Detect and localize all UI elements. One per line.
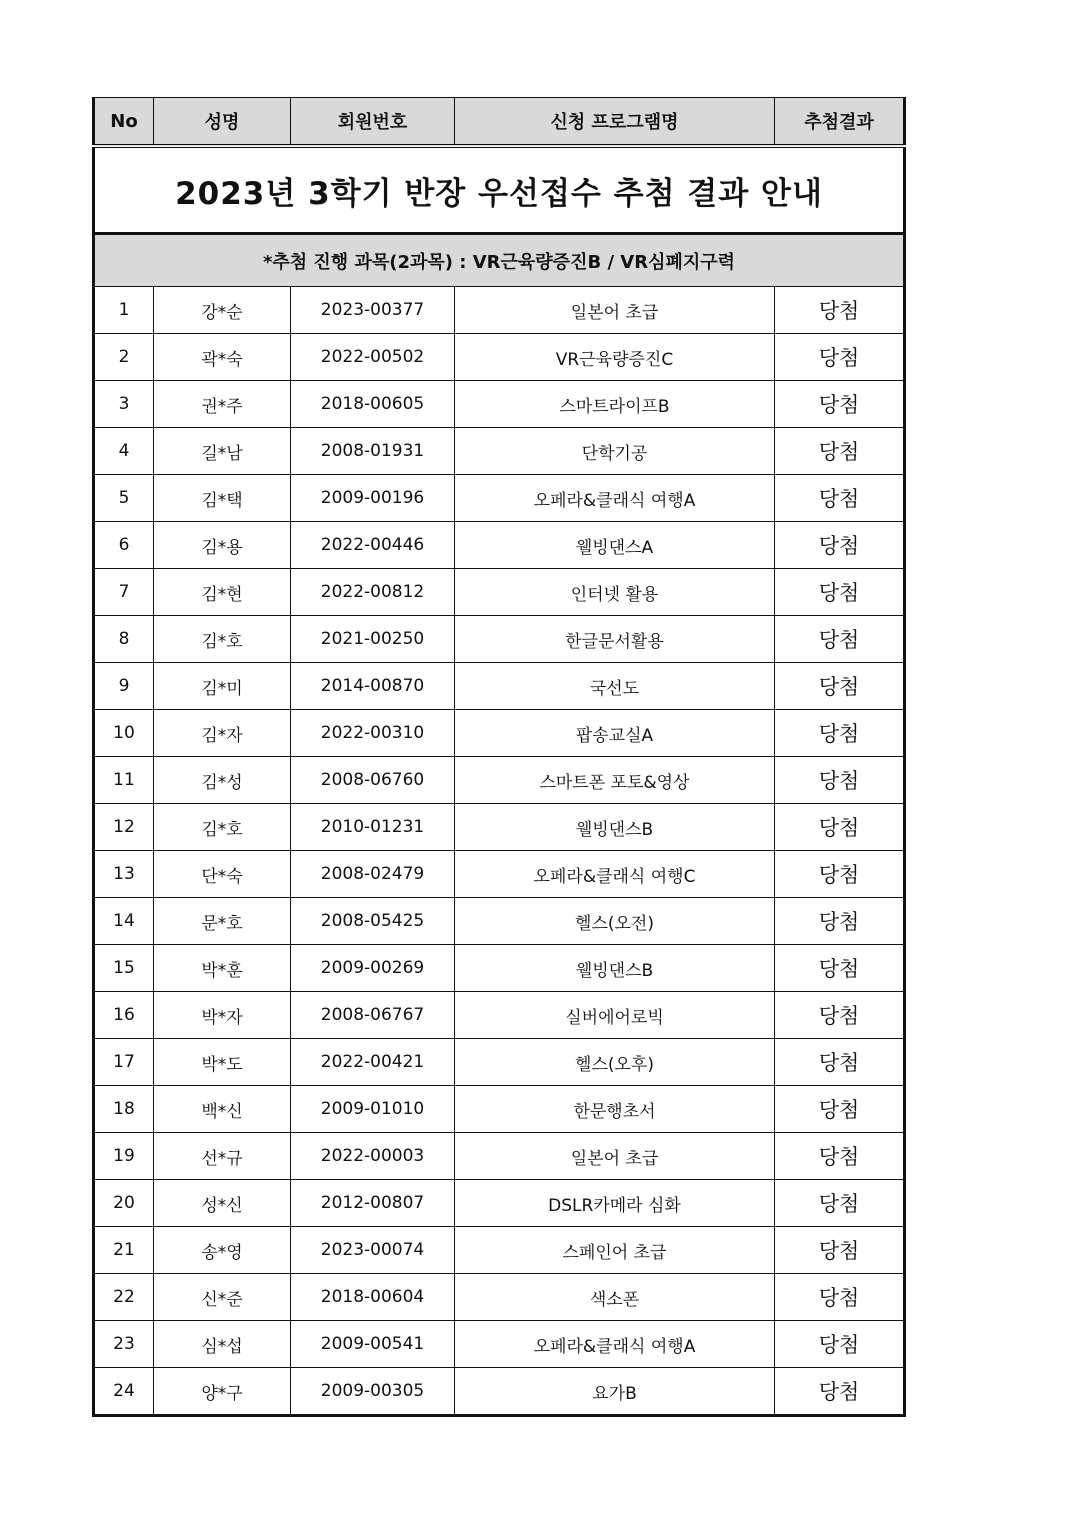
member-id: 2022-00310 <box>291 710 455 757</box>
lottery-result: 당첨 <box>775 381 905 428</box>
lottery-result: 당첨 <box>775 616 905 663</box>
member-id: 2012-00807 <box>291 1180 455 1227</box>
member-name: 선*규 <box>154 1133 291 1180</box>
lottery-result: 당첨 <box>775 522 905 569</box>
member-id: 2022-00812 <box>291 569 455 616</box>
table-row <box>94 710 905 757</box>
member-name: 길*남 <box>154 428 291 475</box>
row-number: 4 <box>94 428 154 475</box>
row-number: 7 <box>94 569 154 616</box>
member-id: 2009-00541 <box>291 1321 455 1368</box>
lottery-result: 당첨 <box>775 710 905 757</box>
results-table <box>92 97 906 1417</box>
member-name: 김*용 <box>154 522 291 569</box>
program-name: 단학기공 <box>455 428 775 475</box>
program-name: VR근육량증진C <box>455 334 775 381</box>
table-row <box>94 334 905 381</box>
program-name: 웰빙댄스B <box>455 804 775 851</box>
lottery-result: 당첨 <box>775 1039 905 1086</box>
member-id: 2022-00421 <box>291 1039 455 1086</box>
program-name: 한글문서활용 <box>455 616 775 663</box>
member-id: 2009-00305 <box>291 1368 455 1416</box>
lottery-result: 당첨 <box>775 804 905 851</box>
column-header-result: 추첨결과 <box>775 98 905 147</box>
member-id: 2018-00605 <box>291 381 455 428</box>
table-row <box>94 757 905 804</box>
row-number: 10 <box>94 710 154 757</box>
lottery-result: 당첨 <box>775 287 905 334</box>
program-name: 팝송교실A <box>455 710 775 757</box>
row-number: 24 <box>94 1368 154 1416</box>
program-name: 스페인어 초급 <box>455 1227 775 1274</box>
row-number: 18 <box>94 1086 154 1133</box>
member-id: 2022-00446 <box>291 522 455 569</box>
row-number: 13 <box>94 851 154 898</box>
member-id: 2018-00604 <box>291 1274 455 1321</box>
column-header-member-id: 회원번호 <box>291 98 455 147</box>
column-header-name: 성명 <box>154 98 291 147</box>
member-name: 심*섭 <box>154 1321 291 1368</box>
table-row <box>94 569 905 616</box>
lottery-subjects-note: *추첨 진행 과목(2과목) : VR근육량증진B / VR심폐지구력 <box>94 234 905 287</box>
member-id: 2009-00196 <box>291 475 455 522</box>
member-name: 송*영 <box>154 1227 291 1274</box>
row-number: 9 <box>94 663 154 710</box>
row-number: 15 <box>94 945 154 992</box>
member-id: 2021-00250 <box>291 616 455 663</box>
member-id: 2008-06767 <box>291 992 455 1039</box>
member-name: 양*구 <box>154 1368 291 1416</box>
table-row <box>94 1368 905 1416</box>
table-row <box>94 1274 905 1321</box>
lottery-result: 당첨 <box>775 1086 905 1133</box>
member-id: 2008-06760 <box>291 757 455 804</box>
row-number: 1 <box>94 287 154 334</box>
member-name: 김*미 <box>154 663 291 710</box>
lottery-result: 당첨 <box>775 1133 905 1180</box>
table-row <box>94 381 905 428</box>
member-id: 2008-05425 <box>291 898 455 945</box>
member-id: 2010-01231 <box>291 804 455 851</box>
member-name: 권*주 <box>154 381 291 428</box>
member-id: 2008-02479 <box>291 851 455 898</box>
column-header-program: 신청 프로그램명 <box>455 98 775 147</box>
lottery-result: 당첨 <box>775 475 905 522</box>
member-id: 2014-00870 <box>291 663 455 710</box>
table-row <box>94 475 905 522</box>
member-name: 백*신 <box>154 1086 291 1133</box>
member-name: 강*순 <box>154 287 291 334</box>
member-name: 김*성 <box>154 757 291 804</box>
table-row <box>94 663 905 710</box>
page-title: 2023년 3학기 반장 우선접수 추첨 결과 안내 <box>94 146 905 234</box>
program-name: 헬스(오전) <box>455 898 775 945</box>
row-number: 20 <box>94 1180 154 1227</box>
table-row <box>94 992 905 1039</box>
member-name: 박*자 <box>154 992 291 1039</box>
program-name: 오페라&클래식 여행C <box>455 851 775 898</box>
program-name: 헬스(오후) <box>455 1039 775 1086</box>
row-number: 5 <box>94 475 154 522</box>
row-number: 3 <box>94 381 154 428</box>
member-name: 곽*숙 <box>154 334 291 381</box>
lottery-result: 당첨 <box>775 898 905 945</box>
row-number: 23 <box>94 1321 154 1368</box>
member-name: 김*현 <box>154 569 291 616</box>
row-number: 2 <box>94 334 154 381</box>
row-number: 8 <box>94 616 154 663</box>
program-name: 한문행초서 <box>455 1086 775 1133</box>
lottery-result: 당첨 <box>775 1321 905 1368</box>
row-number: 19 <box>94 1133 154 1180</box>
table-row <box>94 1227 905 1274</box>
row-number: 22 <box>94 1274 154 1321</box>
program-name: 인터넷 활용 <box>455 569 775 616</box>
lottery-result: 당첨 <box>775 1274 905 1321</box>
member-name: 문*호 <box>154 898 291 945</box>
table-row <box>94 428 905 475</box>
program-name: 실버에어로빅 <box>455 992 775 1039</box>
row-number: 16 <box>94 992 154 1039</box>
table-header-row <box>94 98 905 147</box>
table-row <box>94 522 905 569</box>
lottery-result: 당첨 <box>775 663 905 710</box>
table-body <box>94 287 905 1416</box>
member-id: 2023-00377 <box>291 287 455 334</box>
program-name: 일본어 초급 <box>455 1133 775 1180</box>
row-number: 17 <box>94 1039 154 1086</box>
member-name: 단*숙 <box>154 851 291 898</box>
table-row <box>94 616 905 663</box>
lottery-result: 당첨 <box>775 1368 905 1416</box>
program-name: 요가B <box>455 1368 775 1416</box>
lottery-result: 당첨 <box>775 1180 905 1227</box>
table-row <box>94 1180 905 1227</box>
program-name: 오페라&클래식 여행A <box>455 1321 775 1368</box>
member-id: 2022-00003 <box>291 1133 455 1180</box>
row-number: 21 <box>94 1227 154 1274</box>
program-name: 일본어 초급 <box>455 287 775 334</box>
member-name: 신*준 <box>154 1274 291 1321</box>
program-name: 국선도 <box>455 663 775 710</box>
lottery-result: 당첨 <box>775 992 905 1039</box>
lottery-result: 당첨 <box>775 757 905 804</box>
member-name: 박*도 <box>154 1039 291 1086</box>
table-row <box>94 1133 905 1180</box>
table-row <box>94 1086 905 1133</box>
row-number: 11 <box>94 757 154 804</box>
member-id: 2023-00074 <box>291 1227 455 1274</box>
member-id: 2022-00502 <box>291 334 455 381</box>
document-sheet <box>92 97 903 1417</box>
row-number: 14 <box>94 898 154 945</box>
lottery-result: 당첨 <box>775 1227 905 1274</box>
member-id: 2008-01931 <box>291 428 455 475</box>
lottery-result: 당첨 <box>775 428 905 475</box>
member-id: 2009-00269 <box>291 945 455 992</box>
column-header-no: No <box>94 98 154 147</box>
member-name: 김*호 <box>154 804 291 851</box>
table-row <box>94 1321 905 1368</box>
lottery-result: 당첨 <box>775 334 905 381</box>
table-row <box>94 851 905 898</box>
member-name: 김*호 <box>154 616 291 663</box>
table-row <box>94 1039 905 1086</box>
program-name: DSLR카메라 심화 <box>455 1180 775 1227</box>
table-row <box>94 945 905 992</box>
member-name: 김*택 <box>154 475 291 522</box>
table-row <box>94 898 905 945</box>
program-name: 스마트폰 포토&영상 <box>455 757 775 804</box>
lottery-result: 당첨 <box>775 945 905 992</box>
row-number: 6 <box>94 522 154 569</box>
table-row <box>94 804 905 851</box>
program-name: 웰빙댄스B <box>455 945 775 992</box>
table-row <box>94 287 905 334</box>
program-name: 웰빙댄스A <box>455 522 775 569</box>
lottery-result: 당첨 <box>775 569 905 616</box>
program-name: 스마트라이프B <box>455 381 775 428</box>
program-name: 오페라&클래식 여행A <box>455 475 775 522</box>
member-name: 박*훈 <box>154 945 291 992</box>
row-number: 12 <box>94 804 154 851</box>
program-name: 색소폰 <box>455 1274 775 1321</box>
member-name: 성*신 <box>154 1180 291 1227</box>
member-id: 2009-01010 <box>291 1086 455 1133</box>
member-name: 김*자 <box>154 710 291 757</box>
lottery-result: 당첨 <box>775 851 905 898</box>
